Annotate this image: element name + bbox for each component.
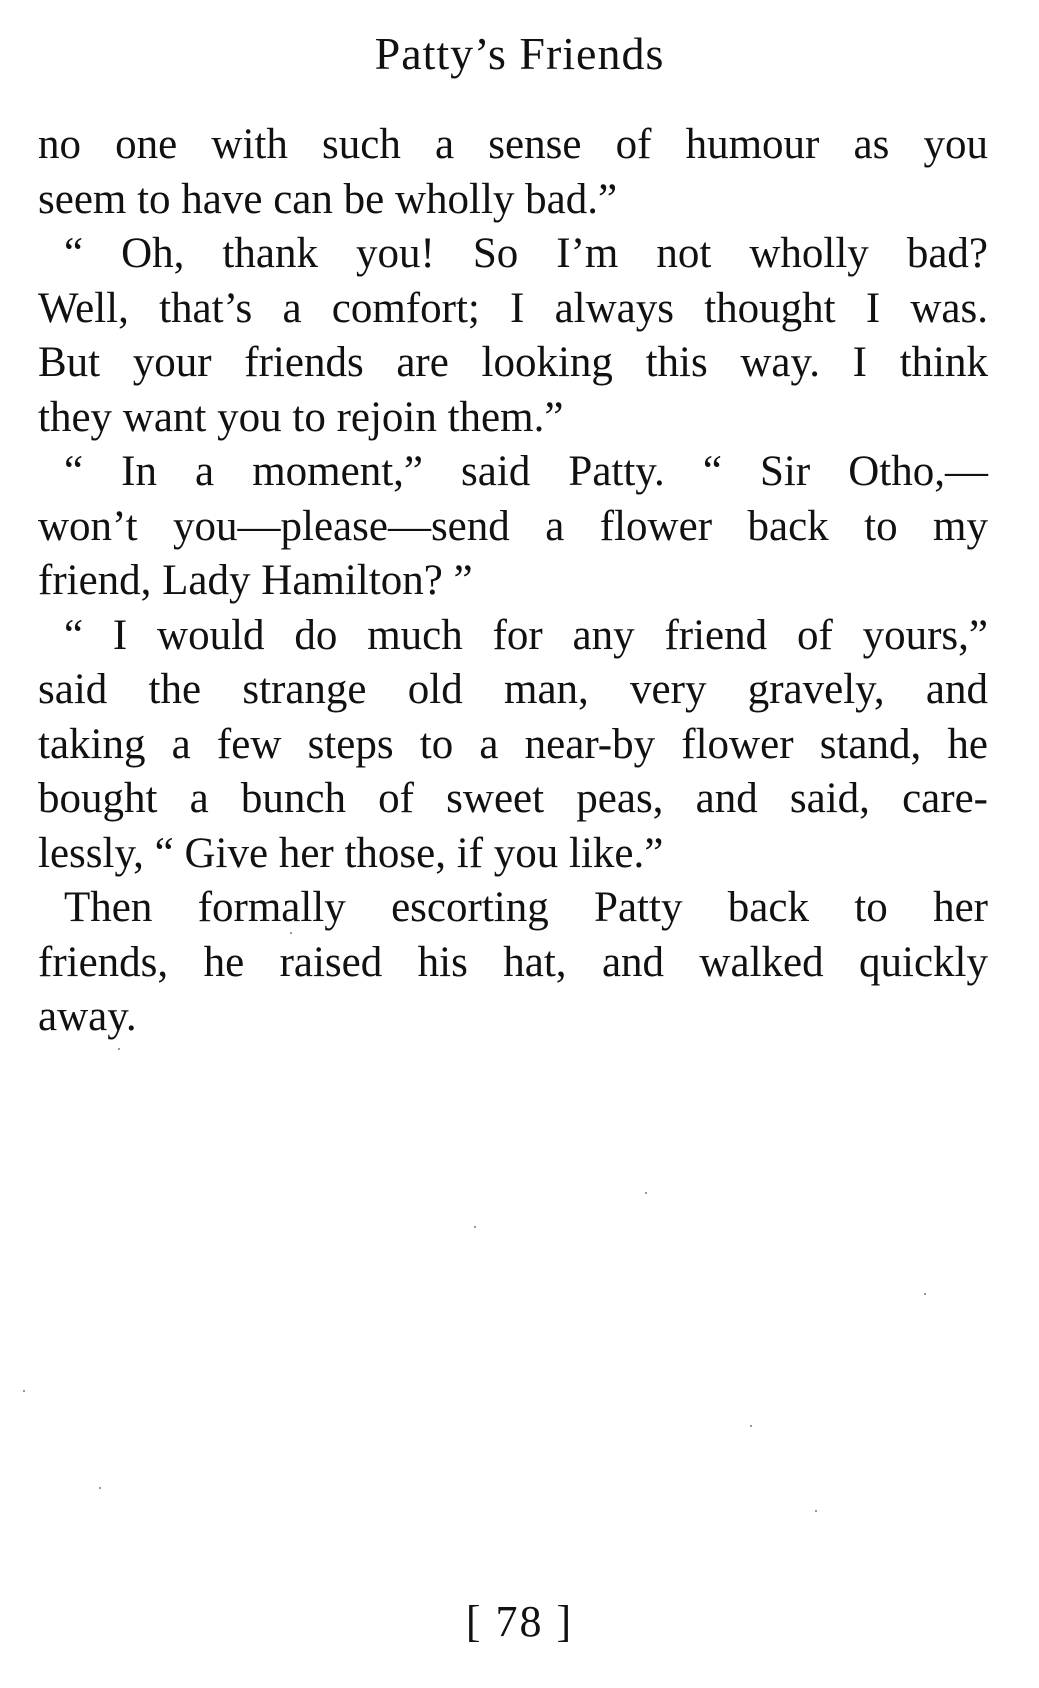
body-text <box>38 118 988 1045</box>
text-line: won’t you—please—send a flower back to my <box>38 502 988 550</box>
scan-speck <box>750 1425 752 1427</box>
text-line: no one with such a sense of humour as you <box>38 121 988 168</box>
scan-speck <box>924 1293 926 1295</box>
scan-speck <box>99 1487 101 1489</box>
text-line: “ Oh, thank you! So I’m not wholly bad? <box>64 230 988 277</box>
page-number: [ 78 ] <box>465 1597 574 1646</box>
scan-speck <box>815 1510 817 1512</box>
text-line: “ In a moment,” said Patty. “ Sir Otho,— <box>64 448 988 495</box>
text-line: seem to have can be wholly bad.” <box>38 175 618 223</box>
running-title: Patty’s Friends <box>374 28 665 79</box>
scan-speck <box>118 1048 120 1050</box>
text-line: they want you to rejoin them.” <box>38 393 564 441</box>
scan-speck <box>645 1192 647 1194</box>
text-line: away. <box>38 993 137 1040</box>
text-line: bought a bunch of sweet peas, and said, care- <box>38 775 988 822</box>
scan-speck <box>23 1390 25 1392</box>
text-line: friends, he raised his hat, and walked quickly <box>38 938 988 986</box>
text-line: friend, Lady Hamilton? ” <box>38 557 473 604</box>
text-line: said the strange old man, very gravely, and <box>38 666 988 713</box>
scan-speck <box>474 1226 476 1228</box>
text-line: Then formally escorting Patty back to her <box>64 884 988 931</box>
text-line: taking a few steps to a near-by flower stand, he <box>38 720 988 768</box>
text-line: Well, that’s a comfort; I always thought I was. <box>38 284 988 332</box>
text-line: But your friends are looking this way. I think <box>38 339 988 386</box>
text-line: “ I would do much for any friend of yours,” <box>64 611 988 659</box>
scan-speck <box>290 932 292 934</box>
text-line: lessly, “ Give her those, if you like.” <box>38 829 664 877</box>
